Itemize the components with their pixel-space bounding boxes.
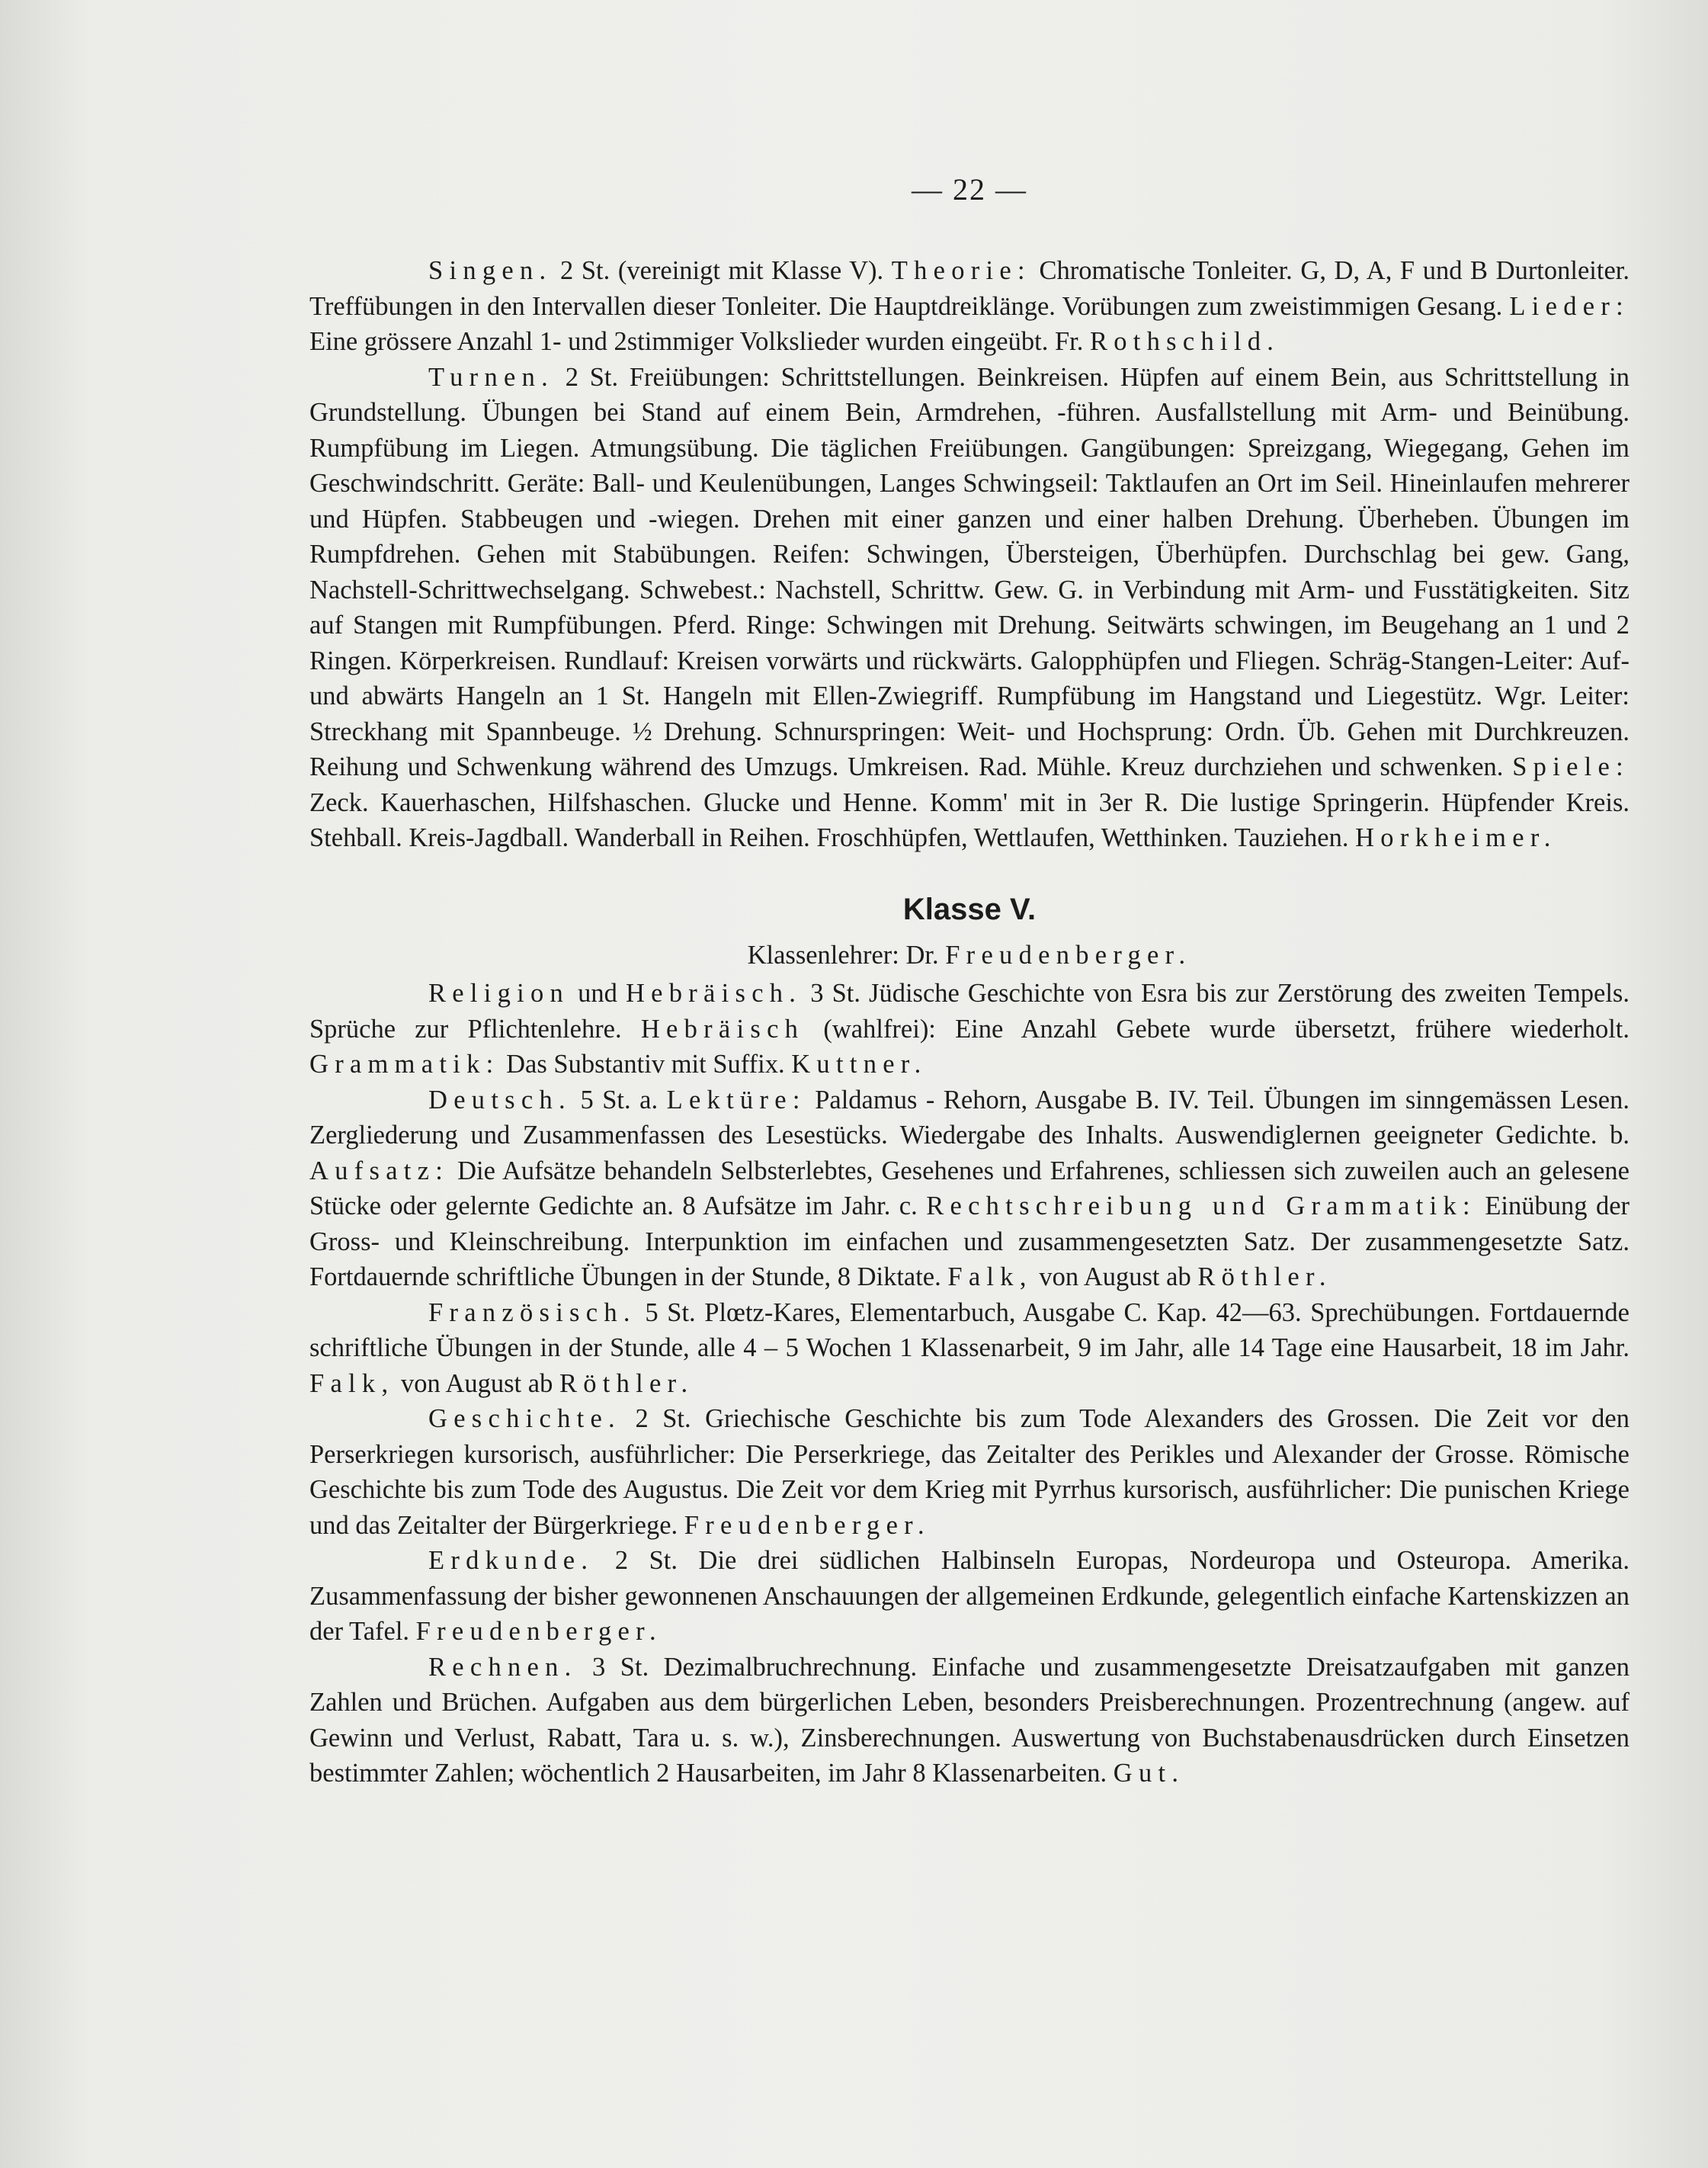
spaced-term: Freudenberger. [415, 1617, 662, 1646]
spaced-term: Grammatik: [309, 1050, 500, 1079]
spaced-term: Französisch. [428, 1297, 636, 1327]
paragraph-text: und [569, 979, 626, 1008]
spaced-term: Gut. [1113, 1759, 1185, 1788]
spaced-term: Freudenberger. [684, 1510, 931, 1540]
paragraph-text: 2 St. Freiübungen: Schrittstellungen. Beinkreisen. Hüpfen auf einem Bein, aus Schrittstellung in Grundstellung. Übungen bei Stand auf einem Bein, Armdrehen, -führen. Ausfallstellung mit Arm- und Beinübung. Rumpfübung im Liegen. Atmungsübung. Die täglichen Freiübungen. Gangübungen: Spreizgang, Wiegegang, Gehen im Geschwindschritt. Geräte: Ball- und Keulenübungen, Langes Schwingseil: Taktlaufen an Ort im Seil. Hineinlaufen mehrerer und Hüpfen. Stabbeugen und -wiegen. Drehen mit einer ganzen und einer halben Drehung. Überheben. Übungen im Rumpfdrehen. Gehen mit Stabübungen. Reifen: Schwingen, Übersteigen, Überhüpfen. Durchschlag bei gew. Gang, Nachstell-Schrittwechselgang. Schwebest.: Nachstell, Schrittw. Gew. G. in Verbindung mit Arm- und Fusstätigkeiten. Sitz auf Stangen mit Rumpfübungen. Pferd. Ringe: Schwingen mit Drehung. Seitwärts schwingen, im Beugehang an 1 und 2 Ringen. Körperkreisen. Rundlauf: Kreisen vorwärts und rückwärts. Galopphüpfen und Fliegen. Schräg-Stangen-Leiter: Auf- und abwärts Hangeln an 1 St. Hangeln mit Ellen-Zwiegriff. Rumpfübung im Hangstand und Liegestütz. Wgr. Leiter: Streckhang mit Spannbeuge. ½ Drehung. Schnurspringen: Weit- und Hochsprung: Ordn. Üb. Gehen mit Durchkreuzen. Reihung und Schwenkung während des Umzugs. Umkreisen. Rad. Mühle. Kreuz durchziehen und schwenken. [309, 362, 1629, 781]
paragraph-text: 5 St. Plœtz-Kares, Elementarbuch, Ausgabe C. Kap. 42—63. Sprechübungen. Fortdauernde schriftliche Übungen in der Stunde, alle 4 – 5 Wochen 1 Klassenarbeit, 9 im Jahr, alle 14 Tage eine Hausarbeit, 18 im Jahr. [309, 1297, 1629, 1362]
spaced-term: Hebräisch. [625, 979, 803, 1008]
paragraph-turnen [309, 360, 1629, 856]
spaced-term: Röthler. [559, 1368, 694, 1398]
spaced-term: Spiele: [1512, 752, 1629, 781]
spaced-term: Falk, [947, 1262, 1033, 1291]
paragraph-text: Paldamus - Rehorn, Ausgabe B. IV. Teil. Übungen im sinngemässen Lesen. Zergliederung und Zusammenfassen des Lesestücks. Wiedergabe des Inhalts. Auswendiglernen geeigneter Gedichte. b. [309, 1085, 1629, 1150]
paragraph-text: 2 St. Die drei südlichen Halbinseln Europas, Nordeuropa und Osteuropa. Amerika. Zusammenfassung der bisher gewonnenen Anschauungen der allgemeinen Erdkunde, gelegentlich einfache Kartenskizzen an der Tafel. [309, 1546, 1629, 1646]
paragraph-text: (wahlfrei): Eine Anzahl Gebete wurde übersetzt, frühere wiederholt. [804, 1014, 1629, 1044]
section-klasse-vi-continued [309, 253, 1629, 856]
spaced-term: Kuttner. [791, 1050, 928, 1079]
paragraph-text: Chromatische Tonleiter. G, D, A, F und B Durtonleiter. Treffübungen in den Intervallen dieser Tonleiter. Die Hauptdreiklänge. Vorübungen zum zweistimmigen Gesang. [309, 256, 1629, 321]
spaced-term: Lieder: [1509, 291, 1629, 321]
spaced-term: Religion [428, 979, 570, 1008]
class-teacher-name: Freudenberger. [945, 940, 1192, 970]
spaced-term: Geschichte. [428, 1404, 621, 1433]
paragraph-text: Zeck. Kauerhaschen, Hilfshaschen. Glucke und Henne. Komm' mit in 3er R. Die lustige Springerin. Hüpfender Kreis. Stehball. Kreis-Jagdball. Wanderball in Reihen. Froschhüpfen, Wettlaufen, Wetthinken. Tauziehen. [309, 787, 1629, 852]
paragraph-deutsch [309, 1082, 1629, 1295]
spaced-term: Falk, [309, 1368, 395, 1398]
paragraph-text: 3 St. Jüdische Geschichte von Esra bis zur Zerstörung des zweiten Tempels. Sprüche zur Pflichtenlehre. [309, 979, 1629, 1044]
paragraph-singen [309, 253, 1629, 360]
spaced-term: Aufsatz: [309, 1156, 450, 1185]
spaced-term: Singen. [428, 256, 553, 285]
spaced-term: Rechnen. [428, 1652, 578, 1682]
section-heading: Klasse V. [902, 892, 1037, 926]
spaced-term: Hebräisch [640, 1014, 805, 1044]
spaced-term: Lektüre: [666, 1085, 806, 1114]
paragraph-text: von August ab [394, 1368, 559, 1398]
page-number: — 22 — [912, 172, 1027, 207]
class-teacher-label: Klassenlehrer: Dr. [747, 940, 946, 970]
paragraph-text: Einübung der Gross- und Kleinschreibung. Interpunktion im einfachen und zusammengesetzten Satz. Der zusammengesetzte Satz. Fortdauernde schriftliche Übungen in der Stunde, 8 Diktate. [309, 1191, 1629, 1291]
spaced-term: Röthler. [1197, 1262, 1332, 1291]
paragraph-text: Die Aufsätze behandeln Selbsterlebtes, Gesehenes und Erfahrenes, schliessen sich zuweilen auch an gelesene Stücke oder gelernte Gedichte an. 8 Aufsätze im Jahr. c. [309, 1156, 1629, 1220]
paragraph-franzoesisch [309, 1295, 1629, 1402]
section-klasse-v [309, 976, 1629, 1791]
paragraph-text: 3 St. Dezimalbruchrechnung. Einfache und zusammengesetzte Dreisatzaufgaben mit ganzen Zahlen und Brüchen. Aufgaben aus dem bürgerlichen Leben, besonders Preisberechnungen. Prozentrechnung (angew. auf Gewinn und Verlust, Rabatt, Tara u. s. w.), Zinsberechnungen. Auswertung von Buchstabenausdrücken durch Einsetzen bestimmter Zahlen; wöchentlich 2 Hausarbeiten, im Jahr 8 Klassenarbeiten. [309, 1652, 1629, 1788]
paragraph-text: 5 St. a. [571, 1085, 667, 1114]
paragraph-text: von August ab [1032, 1262, 1198, 1291]
spaced-term: Horkheimer. [1355, 823, 1557, 852]
spaced-term: Erdkunde. [428, 1546, 594, 1575]
paragraph-text: 2 St. Griechische Geschichte bis zum Tode Alexanders des Grossen. Die Zeit vor den Perserkriegen kursorisch, ausführlicher: Die Perserkriege, das Zeitalter des Perikles und Alexander der Grosse. Römische Geschichte bis zum Tode des Augustus. Die Zeit vor dem Krieg mit Pyrrhus kursorisch, ausführlicher: Die punischen Kriege und das Zeitalter der Bürgerkriege. [309, 1404, 1629, 1540]
spaced-term: Rothschild. [1089, 327, 1280, 356]
spaced-term: Deutsch. [428, 1085, 572, 1114]
spaced-term: Theorie: [891, 256, 1031, 285]
paragraph-geschichte [309, 1401, 1629, 1543]
class-teacher-line [309, 938, 1629, 973]
paragraph-rechnen [309, 1650, 1629, 1791]
paragraph-text: 2 St. (vereinigt mit Klasse V). [552, 256, 892, 285]
page-content [309, 172, 1629, 1791]
paragraph-text: Das Substantiv mit Suffix. [499, 1050, 792, 1079]
spaced-term: Turnen. [428, 362, 554, 392]
paragraph-religion [309, 976, 1629, 1082]
paragraph-erdkunde [309, 1543, 1629, 1650]
paragraph-text: Eine grössere Anzahl 1- und 2stimmiger Volkslieder wurden eingeübt. Fr. [309, 327, 1090, 356]
spaced-term: Rechtschreibung und Grammatik: [926, 1191, 1476, 1220]
